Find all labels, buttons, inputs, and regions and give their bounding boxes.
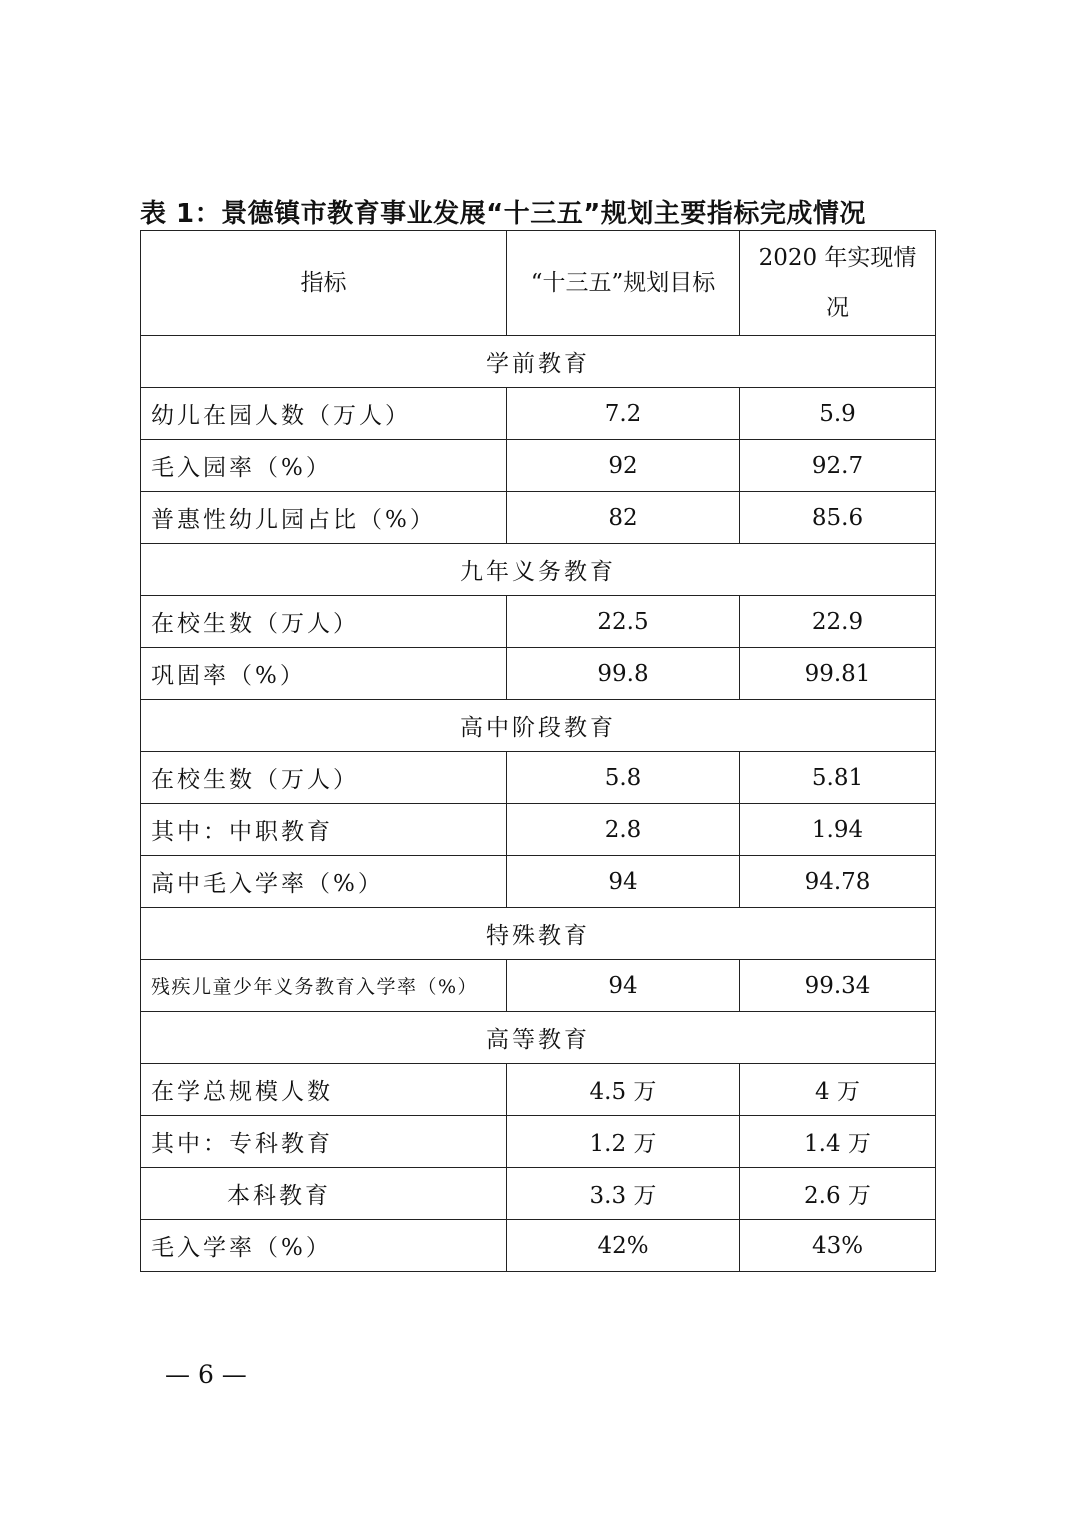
actual-value: 4 万 (740, 1064, 936, 1116)
indicator-label: 残疾儿童少年义务教育入学率（%） (141, 960, 507, 1012)
target-value: 2.8 (507, 804, 740, 856)
table-header-row (141, 231, 936, 336)
actual-value: 94.78 (740, 856, 936, 908)
section-title: 学前教育 (141, 336, 936, 388)
page-number: — 6 — (165, 1360, 247, 1389)
table-row (141, 752, 936, 804)
target-value: 5.8 (507, 752, 740, 804)
header-actual: 2020 年实现情况 (740, 231, 936, 336)
target-value: 94 (507, 960, 740, 1012)
section-row (141, 908, 936, 960)
target-value: 3.3 万 (507, 1168, 740, 1220)
table-row (141, 1116, 936, 1168)
actual-value: 1.4 万 (740, 1116, 936, 1168)
indicator-label: 在校生数（万人） (141, 596, 507, 648)
actual-value: 5.9 (740, 388, 936, 440)
actual-value: 2.6 万 (740, 1168, 936, 1220)
target-value: 82 (507, 492, 740, 544)
indicator-label: 其中：中职教育 (141, 804, 507, 856)
section-row (141, 1012, 936, 1064)
target-value: 22.5 (507, 596, 740, 648)
indicator-label: 其中：专科教育 (141, 1116, 507, 1168)
section-row (141, 700, 936, 752)
indicator-label: 在学总规模人数 (141, 1064, 507, 1116)
actual-value: 43% (740, 1220, 936, 1272)
section-title: 高等教育 (141, 1012, 936, 1064)
table-row (141, 440, 936, 492)
indicator-label: 巩固率（%） (141, 648, 507, 700)
indicator-label: 毛入学率（%） (141, 1220, 507, 1272)
indicator-label: 在校生数（万人） (141, 752, 507, 804)
actual-value: 92.7 (740, 440, 936, 492)
indicator-label: 本科教育 (141, 1168, 507, 1220)
table-row (141, 648, 936, 700)
target-value: 94 (507, 856, 740, 908)
target-value: 92 (507, 440, 740, 492)
indicator-table (140, 230, 936, 1272)
target-value: 1.2 万 (507, 1116, 740, 1168)
table-row (141, 1220, 936, 1272)
table-row (141, 1064, 936, 1116)
table-row (141, 1168, 936, 1220)
section-title: 特殊教育 (141, 908, 936, 960)
section-title: 九年义务教育 (141, 544, 936, 596)
header-target: “十三五”规划目标 (507, 231, 740, 336)
section-title: 高中阶段教育 (141, 700, 936, 752)
header-indicator: 指标 (141, 231, 507, 336)
table-row (141, 492, 936, 544)
actual-value: 22.9 (740, 596, 936, 648)
actual-value: 85.6 (740, 492, 936, 544)
table-row (141, 388, 936, 440)
section-row (141, 336, 936, 388)
target-value: 99.8 (507, 648, 740, 700)
target-value: 7.2 (507, 388, 740, 440)
table-row (141, 596, 936, 648)
actual-value: 99.81 (740, 648, 936, 700)
table-row (141, 856, 936, 908)
indicator-label: 普惠性幼儿园占比（%） (141, 492, 507, 544)
table-row (141, 804, 936, 856)
target-value: 4.5 万 (507, 1064, 740, 1116)
actual-value: 99.34 (740, 960, 936, 1012)
target-value: 42% (507, 1220, 740, 1272)
actual-value: 1.94 (740, 804, 936, 856)
table-title: 表 1：景德镇市教育事业发展“十三五”规划主要指标完成情况 (140, 199, 866, 229)
indicator-label: 高中毛入学率（%） (141, 856, 507, 908)
table-row (141, 960, 936, 1012)
indicator-label: 幼儿在园人数（万人） (141, 388, 507, 440)
indicator-label: 毛入园率（%） (141, 440, 507, 492)
actual-value: 5.81 (740, 752, 936, 804)
section-row (141, 544, 936, 596)
